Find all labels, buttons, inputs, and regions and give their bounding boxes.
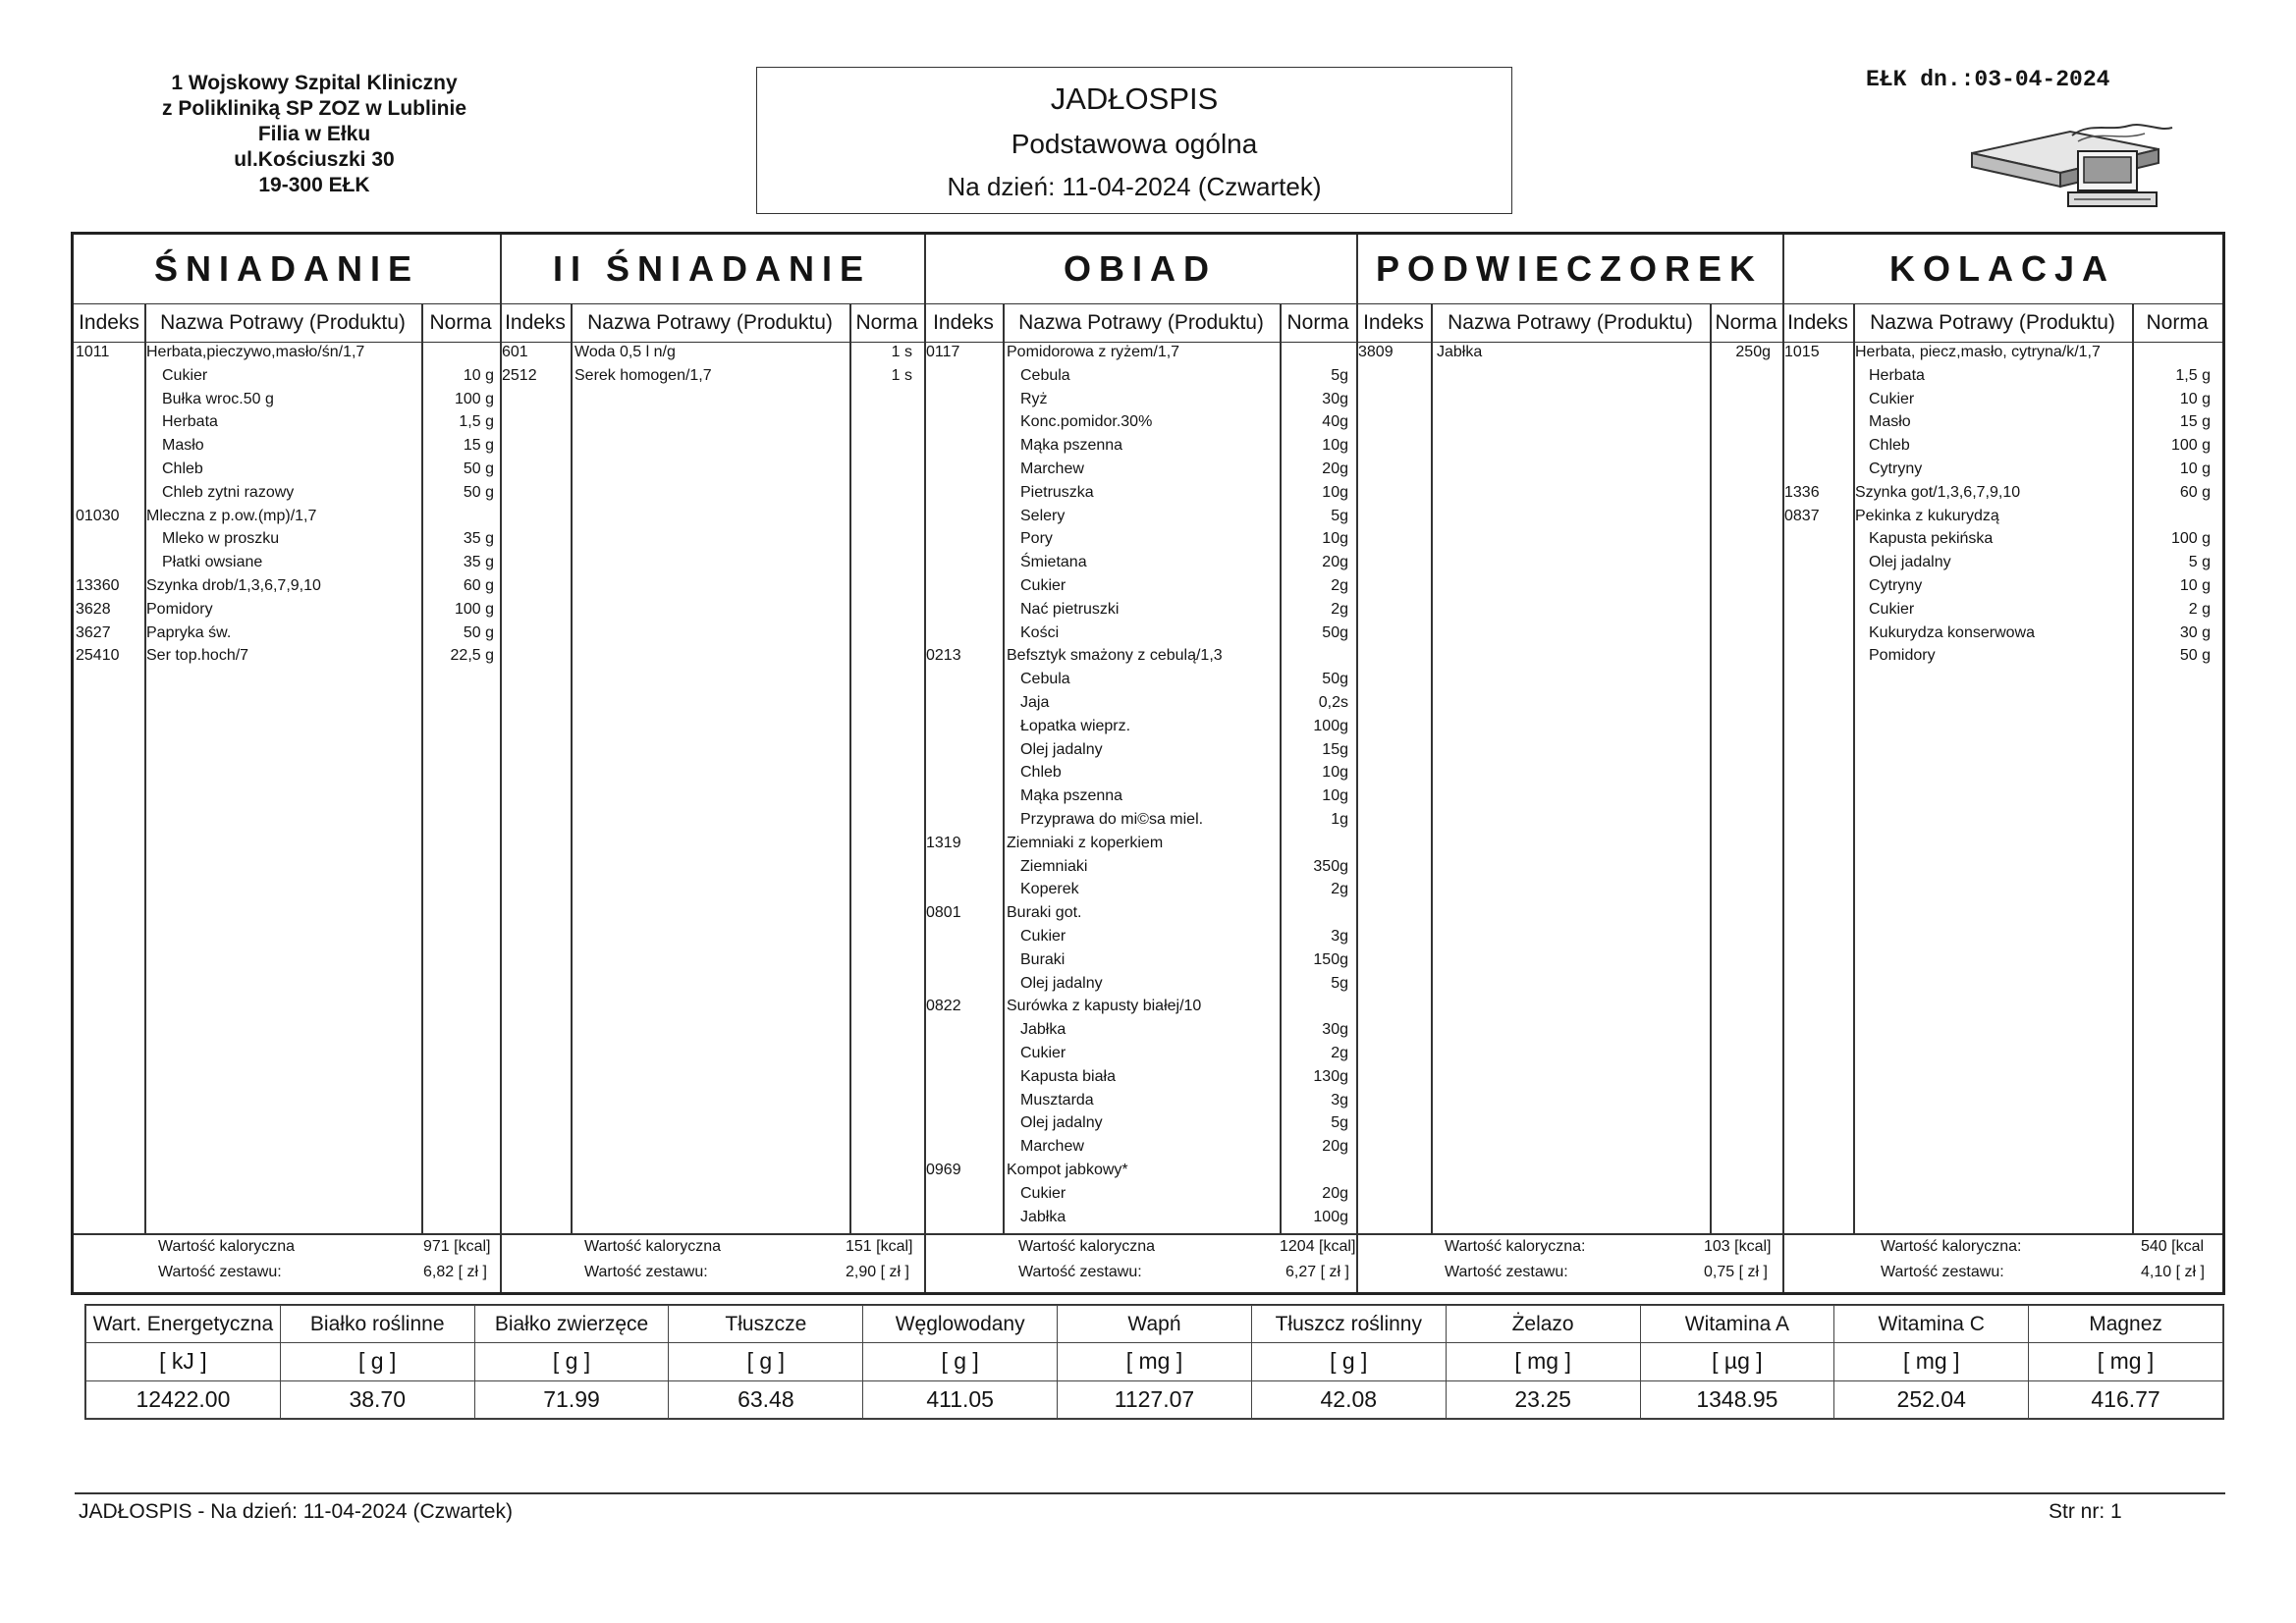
dish-name: Pomidory [146, 600, 213, 618]
ingredient-name: Pomidory [1869, 647, 1936, 665]
row-norm: 5g [1331, 366, 1348, 384]
dish-name: Surówka z kapusty białej/10 [1007, 998, 1202, 1015]
nutrient-name: Witamina C [1834, 1306, 2029, 1343]
row-norm: 2g [1331, 600, 1348, 618]
row-norm: 50 g [463, 623, 494, 641]
index-header: Indeks [933, 311, 994, 334]
cost-label: Wartość zestawu: [1018, 1264, 1142, 1280]
summary-divider [74, 1233, 2222, 1235]
nutrient-value: 71.99 [474, 1380, 669, 1418]
nutrient-name: Białko zwierzęce [474, 1306, 669, 1343]
row-norm: 1,5 g [2175, 366, 2211, 384]
nutrient-name: Wapń [1058, 1306, 1252, 1343]
kcal-value: 971 [kcal] [423, 1238, 491, 1255]
ingredient-name: Mąka pszenna [1020, 787, 1123, 805]
row-index: 0801 [926, 904, 961, 922]
dish-name: Herbata, piecz,masło, cytryna/k/1,7 [1855, 344, 2101, 360]
hospital-line: z Polikliniką SP ZOZ w Lublinie [162, 97, 466, 120]
cell-divider [1431, 303, 1433, 1233]
nutrition-value-row [86, 1380, 2223, 1418]
dish-name: Szynka drob/1,3,6,7,9,10 [146, 577, 321, 594]
ingredient-name: Pory [1020, 530, 1053, 548]
row-index: 3627 [76, 623, 111, 641]
kcal-value: 103 [kcal] [1704, 1238, 1772, 1255]
cost-value: 4,10 [ zł ] [2141, 1264, 2205, 1280]
cell-divider [1710, 303, 1712, 1233]
dish-name: Mleczna z p.ow.(mp)/1,7 [146, 507, 317, 524]
cost-value: 0,75 [ zł ] [1704, 1264, 1768, 1280]
row-index: 0969 [926, 1162, 961, 1178]
meal-column-second-breakfast [500, 235, 924, 1292]
nutrient-unit: [ kJ ] [86, 1343, 281, 1380]
nutrient-value: 42.08 [1251, 1380, 1446, 1418]
meal-column-breakfast [74, 235, 500, 1292]
kcal-label: Wartość kaloryczna [1018, 1238, 1155, 1255]
nutrient-unit: [ g ] [1251, 1343, 1446, 1380]
ingredient-name: Chleb [1869, 437, 1910, 455]
row-index: 0213 [926, 647, 961, 665]
row-norm: 150g [1313, 950, 1348, 968]
nutrient-unit: [ g ] [280, 1343, 474, 1380]
row-norm: 10 g [463, 366, 494, 384]
norm-header: Norma [1715, 311, 1777, 334]
row-norm: 100 g [2170, 437, 2211, 455]
row-norm: 40g [1322, 413, 1348, 431]
cell-divider [144, 303, 146, 1233]
row-index: 1336 [1784, 483, 1820, 501]
row-norm: 100 g [454, 600, 494, 618]
kcal-value: 1204 [kcal] [1280, 1238, 1356, 1255]
row-norm: 20g [1322, 460, 1348, 477]
index-header: Indeks [1363, 311, 1424, 334]
ingredient-name: Nać pietruszki [1020, 600, 1120, 618]
kcal-value: 540 [kcal [2141, 1238, 2205, 1255]
row-norm: 22,5 g [450, 647, 494, 665]
cell-divider [849, 303, 851, 1233]
row-norm: 2g [1331, 881, 1348, 898]
dish-name: Szynka got/1,3,6,7,9,10 [1855, 483, 2021, 501]
row-norm: 3g [1331, 1091, 1348, 1109]
column-divider [1356, 235, 1358, 1292]
nutrient-name: Białko roślinne [280, 1306, 474, 1343]
row-norm: 10g [1322, 483, 1348, 501]
nutrient-unit: [ g ] [669, 1343, 863, 1380]
dish-name: Kompot jabkowy* [1007, 1162, 1128, 1178]
norm-header: Norma [2146, 311, 2209, 334]
dish-name: Ziemniaki z koperkiem [1007, 834, 1164, 851]
row-norm: 15g [1322, 740, 1348, 758]
row-norm: 10 g [2179, 390, 2211, 407]
row-norm: 2g [1331, 577, 1348, 594]
menu-table [71, 232, 2225, 1295]
row-index: 1011 [76, 344, 110, 360]
kcal-label: Wartość kaloryczna [158, 1238, 295, 1255]
nutrient-value: 1348.95 [1640, 1380, 1834, 1418]
dish-name: Papryka św. [146, 623, 232, 641]
nutrient-unit: [ mg ] [1834, 1343, 2029, 1380]
nutrient-value: 38.70 [280, 1380, 474, 1418]
nutrient-value: 411.05 [863, 1380, 1058, 1418]
ingredient-name: Olej jadalny [1020, 740, 1103, 758]
row-norm: 20g [1322, 1184, 1348, 1202]
row-norm: 10g [1322, 437, 1348, 455]
row-norm: 35 g [463, 530, 494, 548]
row-norm: 0,2s [1318, 694, 1348, 711]
norm-header: Norma [1286, 311, 1349, 334]
row-norm: 5 g [2188, 554, 2211, 571]
row-norm: 50 g [463, 483, 494, 501]
ingredient-name: Kukurydza konserwowa [1869, 623, 2035, 641]
index-header: Indeks [1787, 311, 1848, 334]
ingredient-name: Kapusta pekińska [1869, 530, 1994, 548]
ingredient-name: Chleb zytni razowy [162, 483, 295, 501]
row-norm: 10 g [2179, 577, 2211, 594]
cell-divider [1280, 303, 1282, 1233]
dish-name: Ser top.hoch/7 [146, 647, 249, 665]
cell-divider [1853, 303, 1855, 1233]
ingredient-name: Śmietana [1020, 554, 1087, 571]
ingredient-name: Łopatka wieprz. [1020, 717, 1131, 734]
name-header: Nazwa Potrawy (Produktu) [160, 311, 406, 334]
title-box [756, 67, 1512, 214]
kcal-label: Wartość kaloryczna: [1881, 1238, 2022, 1255]
ingredient-name: Buraki [1020, 950, 1066, 968]
nutrient-value: 252.04 [1834, 1380, 2029, 1418]
column-headers [1356, 303, 1782, 343]
ingredient-name: Cukier [162, 366, 208, 384]
cost-label: Wartość zestawu: [1445, 1264, 1568, 1280]
ingredient-name: Ziemniaki [1020, 857, 1088, 875]
name-header: Nazwa Potrawy (Produktu) [1448, 311, 1693, 334]
meal-title: ŚNIADANIE [153, 248, 420, 289]
ingredient-name: Marchew [1020, 460, 1084, 477]
row-norm: 5g [1331, 974, 1348, 992]
column-headers [74, 303, 500, 343]
column-divider [924, 235, 926, 1292]
index-header: Indeks [79, 311, 139, 334]
footer-title: JADŁOSPIS - Na dzień: 11-04-2024 (Czwartek) [79, 1500, 513, 1523]
ingredient-name: Mleko w proszku [162, 530, 280, 548]
row-norm: 10g [1322, 530, 1348, 548]
ingredient-name: Płatki owsiane [162, 554, 263, 571]
ingredient-name: Jabłka [1020, 1208, 1066, 1225]
nutrition-unit-row [86, 1343, 2223, 1380]
column-headers [1782, 303, 2222, 343]
nutrient-unit: [ mg ] [2029, 1343, 2223, 1380]
ingredient-name: Olej jadalny [1020, 974, 1103, 992]
dish-name: Serek homogen/1,7 [574, 366, 712, 384]
row-index: 601 [502, 344, 528, 360]
row-norm: 60 g [463, 577, 494, 594]
meal-column-lunch [924, 235, 1356, 1292]
ingredient-name: Cukier [1869, 600, 1915, 618]
nutrient-unit: [ g ] [474, 1343, 669, 1380]
ingredient-name: Kapusta biała [1020, 1067, 1116, 1085]
nutrient-name: Witamina A [1640, 1306, 1834, 1343]
ingredient-name: Cebula [1020, 366, 1070, 384]
meal-title: OBIAD [1064, 248, 1217, 289]
nutrient-name: Tłuszcze [669, 1306, 863, 1343]
row-norm: 2 g [2188, 600, 2211, 618]
ingredient-name: Kości [1020, 623, 1060, 641]
row-norm: 35 g [463, 554, 494, 571]
ingredient-name: Cytryny [1869, 577, 1923, 594]
kcal-value: 151 [kcal] [846, 1238, 913, 1255]
kcal-label: Wartość kaloryczna: [1445, 1238, 1586, 1255]
row-index: 3628 [76, 600, 111, 618]
row-index: 1319 [926, 834, 961, 851]
diet-type: Podstawowa ogólna [1011, 129, 1258, 159]
meal-column-afternoon-snack [1356, 235, 1782, 1292]
cost-label: Wartość zestawu: [584, 1264, 708, 1280]
row-norm: 50 g [463, 460, 494, 477]
row-norm: 10g [1322, 764, 1348, 782]
row-norm: 10 g [2179, 460, 2211, 477]
menu-date: Na dzień: 11-04-2024 (Czwartek) [947, 172, 1322, 201]
kcal-label: Wartość kaloryczna [584, 1238, 721, 1255]
row-index: 01030 [76, 507, 120, 524]
nutrient-name: Magnez [2029, 1306, 2223, 1343]
row-norm: 100g [1313, 717, 1348, 734]
print-date: EŁK dn.:03-04-2024 [1866, 67, 2110, 92]
row-norm: 30g [1322, 390, 1348, 407]
dish-name: Pomidorowa z ryżem/1,7 [1007, 344, 1180, 360]
row-index: 0837 [1784, 507, 1820, 524]
nutrient-value: 12422.00 [86, 1380, 281, 1418]
meal-title: KOLACJA [1888, 248, 2115, 289]
nutrient-name: Węglowodany [863, 1306, 1058, 1343]
row-index: 3809 [1358, 344, 1394, 360]
row-norm: 50g [1322, 623, 1348, 641]
row-norm: 1,5 g [459, 413, 494, 431]
norm-header: Norma [855, 311, 918, 334]
cost-label: Wartość zestawu: [1881, 1264, 2004, 1280]
row-index: 0822 [926, 998, 961, 1015]
nutrient-name: Wart. Energetyczna [86, 1306, 281, 1343]
nutrient-value: 416.77 [2029, 1380, 2223, 1418]
ingredient-name: Cukier [1020, 577, 1066, 594]
ingredient-name: Masło [1869, 413, 1911, 431]
row-index: 1015 [1784, 344, 1820, 360]
row-norm: 2g [1331, 1045, 1348, 1061]
hospital-line: ul.Kościuszki 30 [234, 148, 395, 171]
nutrient-value: 23.25 [1446, 1380, 1640, 1418]
row-norm: 100 g [2170, 530, 2211, 548]
nutrient-name: Tłuszcz roślinny [1251, 1306, 1446, 1343]
row-norm: 1g [1331, 811, 1348, 828]
row-norm: 5g [1331, 1114, 1348, 1132]
dish-name: Buraki got. [1007, 904, 1082, 922]
row-norm: 5g [1331, 507, 1348, 524]
ingredient-name: Cytryny [1869, 460, 1923, 477]
cell-divider [421, 303, 423, 1233]
dish-name: Jabłka [1437, 344, 1483, 360]
ingredient-name: Bułka wroc.50 g [162, 390, 274, 407]
ingredient-name: Koperek [1020, 881, 1079, 898]
row-norm: 20g [1322, 1138, 1348, 1156]
row-index: 25410 [76, 647, 120, 665]
meal-column-dinner [1782, 235, 2222, 1292]
ingredient-name: Mąka pszenna [1020, 437, 1123, 455]
row-norm: 50g [1322, 671, 1348, 688]
page-number: Str nr: 1 [2049, 1500, 2122, 1523]
row-norm: 130g [1313, 1067, 1348, 1085]
row-norm: 15 g [2179, 413, 2211, 431]
hospital-line: Filia w Ełku [257, 123, 371, 145]
nutrient-value: 1127.07 [1058, 1380, 1252, 1418]
nutrient-unit: [ µg ] [1640, 1343, 1834, 1380]
ingredient-name: Masło [162, 437, 204, 455]
ingredient-name: Herbata [1869, 366, 1925, 384]
name-header: Nazwa Potrawy (Produktu) [1018, 311, 1264, 334]
ingredient-name: Cukier [1869, 390, 1915, 407]
dish-name: Pekinka z kukurydzą [1855, 507, 1999, 524]
column-divider [500, 235, 502, 1292]
column-headers [924, 303, 1356, 343]
ingredient-name: Cukier [1020, 1184, 1066, 1202]
ingredient-name: Olej jadalny [1869, 554, 1951, 571]
dish-name: Woda 0,5 l n/g [574, 344, 676, 360]
meal-title: PODWIECZOREK [1375, 248, 1763, 289]
nutrient-value: 63.48 [669, 1380, 863, 1418]
cell-divider [2132, 303, 2134, 1233]
cost-value: 6,27 [ zł ] [1285, 1264, 1349, 1280]
hospital-line: 19-300 EŁK [258, 174, 370, 196]
ingredient-name: Selery [1020, 507, 1066, 524]
nutrient-name: Żelazo [1446, 1306, 1640, 1343]
ingredient-name: Cukier [1020, 1045, 1066, 1061]
column-headers [500, 303, 924, 343]
row-norm: 250g [1735, 344, 1771, 360]
row-norm: 1 s [891, 366, 912, 384]
row-norm: 100g [1313, 1208, 1348, 1225]
column-divider [1782, 235, 1784, 1292]
row-norm: 50 g [2179, 647, 2211, 665]
row-norm: 60 g [2179, 483, 2211, 501]
ingredient-name: Musztarda [1020, 1091, 1094, 1109]
ingredient-name: Chleb [162, 460, 203, 477]
row-norm: 15 g [463, 437, 494, 455]
row-index: 2512 [502, 366, 537, 384]
ingredient-name: Jaja [1020, 694, 1050, 711]
ingredient-name: Cebula [1020, 671, 1070, 688]
cost-label: Wartość zestawu: [158, 1264, 282, 1280]
nutrition-header-row [86, 1306, 2223, 1343]
cost-value: 2,90 [ zł ] [846, 1264, 909, 1280]
nutrient-unit: [ g ] [863, 1343, 1058, 1380]
ingredient-name: Konc.pomidor.30% [1020, 413, 1153, 431]
document-title: JADŁOSPIS [1050, 81, 1219, 116]
row-norm: 350g [1313, 857, 1348, 875]
nutrition-table [84, 1304, 2224, 1420]
book-computer-illustration [1962, 102, 2190, 212]
nutrient-unit: [ mg ] [1058, 1343, 1252, 1380]
hospital-line: 1 Wojskowy Szpital Kliniczny [171, 72, 458, 94]
row-norm: 3g [1331, 928, 1348, 945]
index-header: Indeks [505, 311, 566, 334]
cost-value: 6,82 [ zł ] [423, 1264, 487, 1280]
row-index: 13360 [76, 577, 120, 594]
row-norm: 20g [1322, 554, 1348, 571]
row-norm: 10g [1322, 787, 1348, 805]
row-norm: 30g [1322, 1021, 1348, 1039]
hospital-address [108, 71, 520, 198]
cell-divider [1003, 303, 1005, 1233]
ingredient-name: Ryż [1020, 390, 1048, 407]
dish-name: Befsztyk smażony z cebulą/1,3 [1007, 647, 1223, 665]
name-header: Nazwa Potrawy (Produktu) [1870, 311, 2115, 334]
row-index: 0117 [926, 344, 960, 360]
ingredient-name: Herbata [162, 413, 218, 431]
row-norm: 30 g [2179, 623, 2211, 641]
ingredient-name: Chleb [1020, 764, 1062, 782]
ingredient-name: Cukier [1020, 928, 1066, 945]
ingredient-name: Jabłka [1020, 1021, 1066, 1039]
ingredient-name: Przyprawa do mi©sa miel. [1020, 811, 1204, 828]
row-norm: 1 s [891, 344, 912, 360]
dish-name: Herbata,pieczywo,masło/śn/1,7 [146, 344, 365, 360]
norm-header: Norma [429, 311, 492, 334]
ingredient-name: Marchew [1020, 1138, 1084, 1156]
cell-divider [571, 303, 573, 1233]
ingredient-name: Olej jadalny [1020, 1114, 1103, 1132]
row-norm: 100 g [454, 390, 494, 407]
name-header: Nazwa Potrawy (Produktu) [587, 311, 833, 334]
nutrient-unit: [ mg ] [1446, 1343, 1640, 1380]
meal-title: II ŚNIADANIE [552, 248, 872, 289]
ingredient-name: Pietruszka [1020, 483, 1094, 501]
footer-divider [75, 1492, 2225, 1494]
